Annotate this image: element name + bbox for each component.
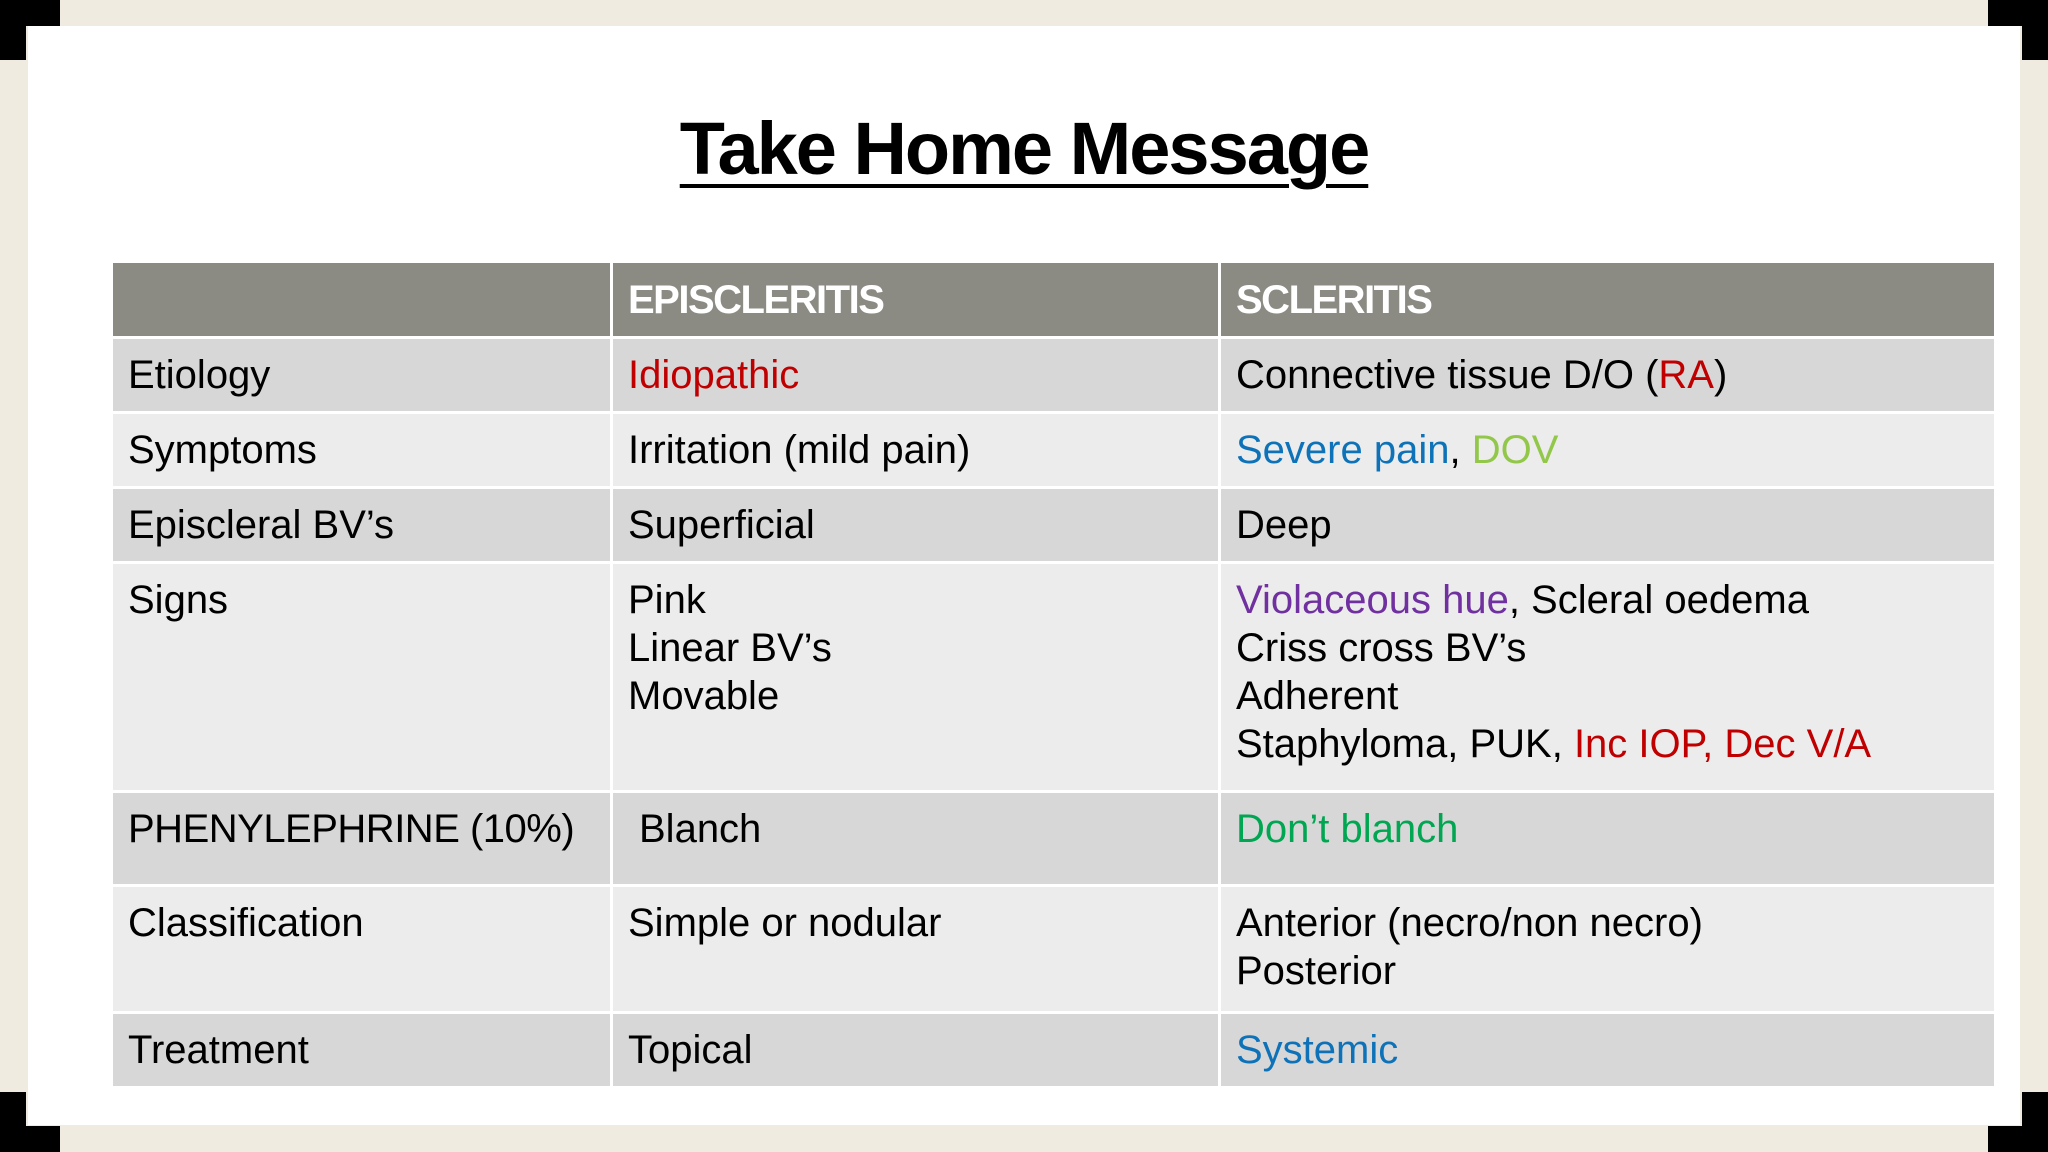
row-label: Treatment — [112, 1013, 612, 1088]
table-row-treatment — [112, 1013, 1996, 1088]
episcleritis-cell: Irritation (mild pain) — [612, 413, 1220, 488]
signs-scleritis-line — [1236, 576, 1980, 624]
etiology-scleritis-ra: RA — [1658, 353, 1714, 397]
treatment-scleritis: Systemic — [1236, 1028, 1399, 1072]
episcleritis-cell — [612, 563, 1220, 792]
signs-episcleritis-line: Movable — [628, 674, 780, 718]
header-cell-episcleritis: EPISCLERITIS — [612, 262, 1220, 338]
corner-mark-top-left-v — [0, 0, 26, 60]
table-row-etiology — [112, 338, 1996, 413]
header-cell-empty — [112, 262, 612, 338]
scleritis-cell — [1220, 338, 1996, 413]
slide-title: Take Home Message — [679, 107, 1369, 190]
corner-mark-bottom-left-v — [0, 1092, 26, 1152]
signs-staphyloma-puk: Staphyloma, PUK, — [1236, 722, 1574, 766]
classification-scleritis-line: Posterior — [1236, 949, 1397, 993]
signs-episcleritis-line: Pink — [628, 578, 706, 622]
signs-scleritis-line: Adherent — [1236, 674, 1399, 718]
table-header-row — [112, 262, 1996, 338]
row-label: Symptoms — [112, 413, 612, 488]
table-row-symptoms — [112, 413, 1996, 488]
slide-canvas — [28, 26, 2020, 1125]
table-row-phenylephrine — [112, 792, 1996, 886]
corner-mark-top-right-v — [2022, 0, 2048, 60]
signs-scleritis-line: Criss cross BV’s — [1236, 626, 1527, 670]
header-cell-scleritis: SCLERITIS — [1220, 262, 1996, 338]
etiology-scleritis-text: Connective tissue D/O ( — [1236, 353, 1659, 397]
row-label: Classification — [112, 886, 612, 1013]
signs-iop-va: Inc IOP, Dec V/A — [1573, 722, 1872, 766]
episcleritis-cell — [612, 338, 1220, 413]
signs-scleritis-line — [1236, 720, 1980, 768]
signs-scleral-oedema: , Scleral oedema — [1508, 578, 1809, 622]
symptoms-scleritis-pain: Severe pain — [1236, 428, 1450, 472]
episcleritis-cell: Blanch — [612, 792, 1220, 886]
table-row-episcleral-bv — [112, 488, 1996, 563]
table-row-classification — [112, 886, 1996, 1013]
episcleritis-cell: Superficial — [612, 488, 1220, 563]
scleritis-cell: Deep — [1220, 488, 1996, 563]
row-label: Signs — [112, 563, 612, 792]
row-label: Episcleral BV’s — [112, 488, 612, 563]
scleritis-cell — [1220, 886, 1996, 1013]
phenylephrine-scleritis: Don’t blanch — [1236, 807, 1459, 851]
episcleritis-cell: Topical — [612, 1013, 1220, 1088]
comparison-table — [110, 260, 1997, 1089]
row-label: PHENYLEPHRINE (10%) — [112, 792, 612, 886]
signs-violaceous-hue: Violaceous hue — [1236, 578, 1509, 622]
etiology-episcleritis: Idiopathic — [628, 353, 800, 397]
episcleritis-cell: Simple or nodular — [612, 886, 1220, 1013]
corner-mark-bottom-right-v — [2022, 1092, 2048, 1152]
signs-episcleritis-line: Linear BV’s — [628, 626, 832, 670]
scleritis-cell — [1220, 413, 1996, 488]
table-row-signs — [112, 563, 1996, 792]
classification-scleritis-line: Anterior (necro/non necro) — [1236, 901, 1703, 945]
scleritis-cell — [1220, 1013, 1996, 1088]
scleritis-cell — [1220, 563, 1996, 792]
etiology-scleritis-close: ) — [1713, 353, 1728, 397]
symptoms-separator: , — [1449, 428, 1472, 472]
scleritis-cell — [1220, 792, 1996, 886]
symptoms-scleritis-dov: DOV — [1471, 428, 1559, 472]
row-label: Etiology — [112, 338, 612, 413]
